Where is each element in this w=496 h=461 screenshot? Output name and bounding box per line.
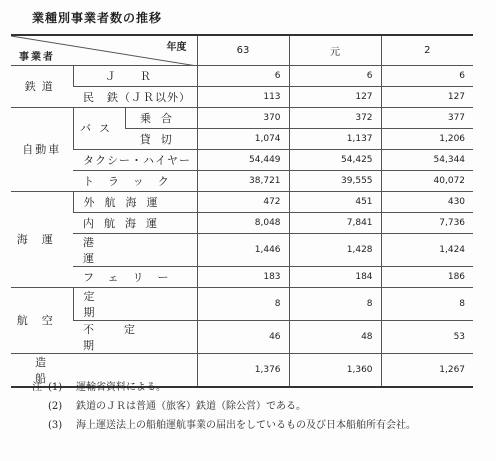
row-label: 造船 xyxy=(11,353,197,387)
cell-value: 40,072 xyxy=(381,170,473,191)
footnote xyxy=(32,416,482,435)
row-label: フェリー xyxy=(73,266,197,287)
category-air: 航空 xyxy=(11,287,73,353)
cell-value: 127 xyxy=(289,86,381,107)
row-label: ＪＲ xyxy=(73,65,197,86)
footnote xyxy=(32,378,482,397)
cell-value: 113 xyxy=(197,86,289,107)
cell-value: 1,074 xyxy=(197,128,289,149)
table-row xyxy=(11,86,473,107)
cell-value: 430 xyxy=(381,191,473,212)
table-row xyxy=(11,212,473,233)
cell-value: 7,841 xyxy=(289,212,381,233)
footnote-number: (3) xyxy=(48,420,63,431)
cell-value: 8 xyxy=(289,287,381,320)
cell-value: 6 xyxy=(197,65,289,86)
table-row xyxy=(11,266,473,287)
cell-value: 1,376 xyxy=(197,353,289,387)
cell-value: 6 xyxy=(289,65,381,86)
row-label: 乗合 xyxy=(125,107,197,128)
cell-value: 54,449 xyxy=(197,149,289,170)
cell-value: 48 xyxy=(289,320,381,353)
cell-value: 6 xyxy=(381,65,473,86)
row-label: 内航海運 xyxy=(73,212,197,233)
row-label: 外航海運 xyxy=(73,191,197,212)
bus-label: バス xyxy=(73,107,125,149)
cell-value: 53 xyxy=(381,320,473,353)
cell-value: 1,360 xyxy=(289,353,381,387)
cell-value: 370 xyxy=(197,107,289,128)
cell-value: 1,446 xyxy=(197,233,289,266)
footnote-number: (1) xyxy=(48,382,63,393)
cell-value: 54,344 xyxy=(381,149,473,170)
year-header: 元 xyxy=(289,35,381,65)
cell-value: 38,721 xyxy=(197,170,289,191)
cell-value: 8,048 xyxy=(197,212,289,233)
corner-operator-label: 事業者 xyxy=(19,51,55,63)
footnote-text: 海上運送法上の船舶運航事業の届出をしているもの及び日本船舶所有会社。 xyxy=(76,420,416,431)
cell-value: 451 xyxy=(289,191,381,212)
table-row xyxy=(11,233,473,266)
cell-value: 186 xyxy=(381,266,473,287)
table-row xyxy=(11,107,473,128)
footnote-number: (2) xyxy=(48,401,63,412)
cell-value: 8 xyxy=(197,287,289,320)
cell-value: 46 xyxy=(197,320,289,353)
cell-value: 472 xyxy=(197,191,289,212)
category-sea: 海運 xyxy=(11,191,73,287)
cell-value: 39,555 xyxy=(289,170,381,191)
row-label: 貸切 xyxy=(125,128,197,149)
cell-value: 1,424 xyxy=(381,233,473,266)
cell-value: 377 xyxy=(381,107,473,128)
footnotes xyxy=(32,378,482,435)
year-header: 2 xyxy=(381,35,473,65)
row-label: トラック xyxy=(73,170,197,191)
cell-value: 127 xyxy=(381,86,473,107)
page-title: 業種別事業者数の推移 xyxy=(32,11,163,25)
cell-value: 183 xyxy=(197,266,289,287)
cell-value: 1,267 xyxy=(381,353,473,387)
category-auto: 自動車 xyxy=(11,107,73,191)
row-label: 定期 xyxy=(73,287,197,320)
category-rail: 鉄道 xyxy=(11,65,73,107)
cell-value: 54,425 xyxy=(289,149,381,170)
footnote xyxy=(32,397,482,416)
table-row xyxy=(11,149,473,170)
header-row xyxy=(11,35,473,65)
cell-value: 8 xyxy=(381,287,473,320)
corner-header xyxy=(11,35,197,65)
table-row xyxy=(11,287,473,320)
row-label: タクシー・ハイヤー xyxy=(73,149,197,170)
footnote-text: 運輸省資料による。 xyxy=(76,382,166,393)
footnote-text: 鉄道のＪＲは普通（旅客）鉄道（除公営）である。 xyxy=(76,401,306,412)
cell-value: 372 xyxy=(289,107,381,128)
footnote-prefix: 注 xyxy=(32,382,42,393)
table-row xyxy=(11,320,473,353)
cell-value: 7,736 xyxy=(381,212,473,233)
cell-value: 184 xyxy=(289,266,381,287)
row-label: 民 鉄（ＪＲ以外） xyxy=(73,86,197,107)
year-header: 63 xyxy=(197,35,289,65)
cell-value: 1,428 xyxy=(289,233,381,266)
table-row xyxy=(11,191,473,212)
cell-value: 1,137 xyxy=(289,128,381,149)
cell-value: 1,206 xyxy=(381,128,473,149)
corner-year-label: 年度 xyxy=(166,42,187,53)
row-label: 港運 xyxy=(73,233,197,266)
table-row xyxy=(11,65,473,86)
operators-table xyxy=(11,34,473,388)
table-row xyxy=(11,170,473,191)
row-label: 不定期 xyxy=(73,320,197,353)
